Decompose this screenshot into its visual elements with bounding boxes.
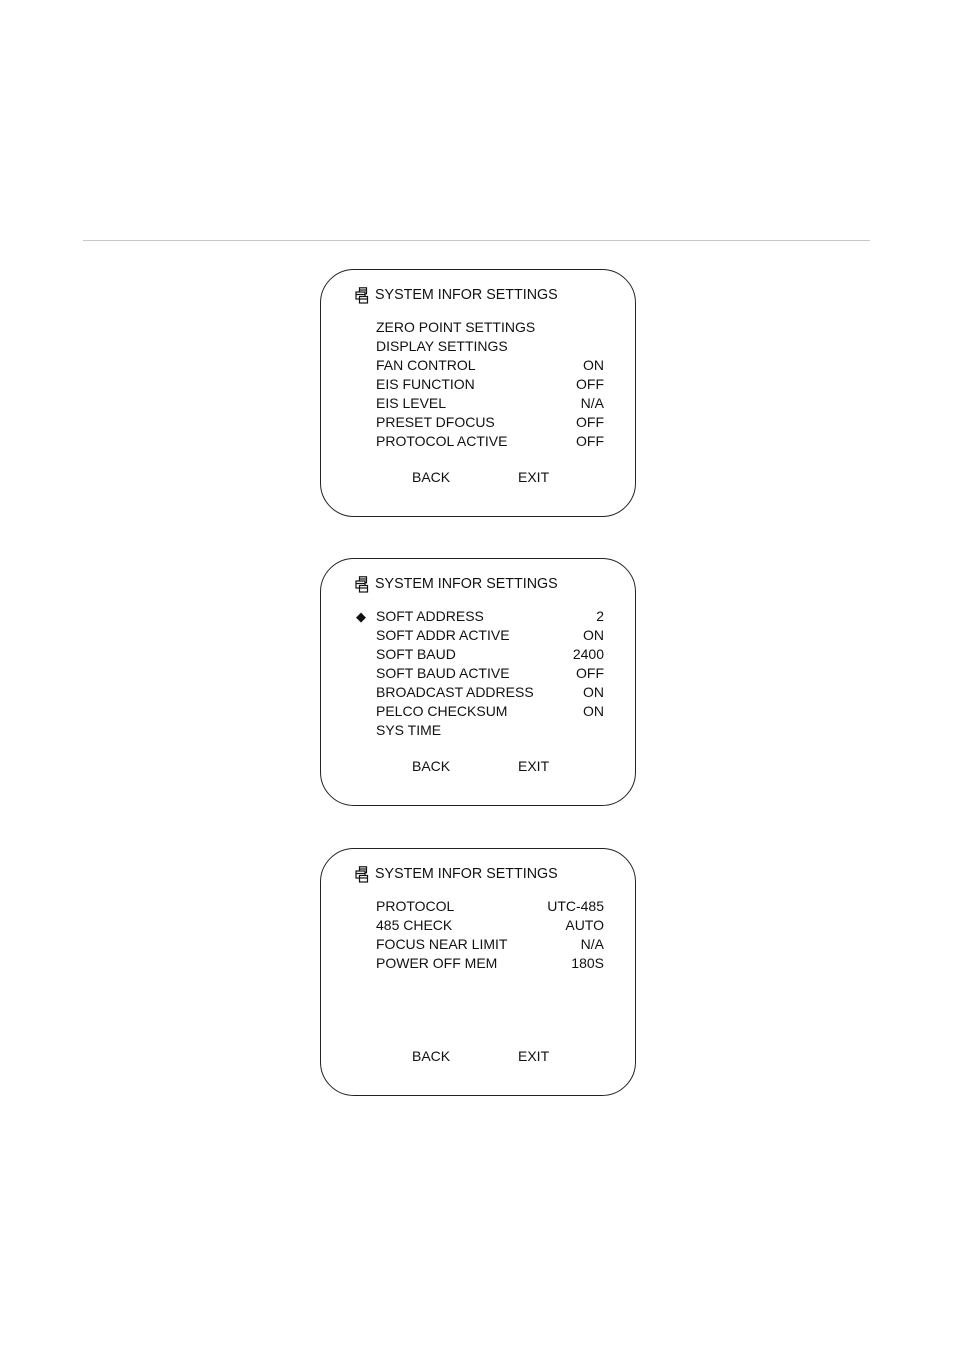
menu-item-value: 2400 bbox=[572, 646, 604, 662]
osd-screen-system-infor-1 bbox=[320, 269, 636, 517]
menu-windows-icon bbox=[355, 287, 370, 304]
menu-item-pelco-checksum[interactable] bbox=[321, 703, 635, 722]
menu-item-soft-address[interactable] bbox=[321, 608, 635, 627]
menu-item-label: SYS TIME bbox=[376, 722, 442, 738]
menu-item-power-off-mem[interactable] bbox=[321, 955, 635, 974]
menu-item-label: PELCO CHECKSUM bbox=[376, 703, 508, 719]
menu-item-value: ON bbox=[583, 684, 604, 700]
osd-screen-system-infor-2 bbox=[320, 558, 636, 806]
osd-title bbox=[355, 286, 558, 304]
menu-item-value: OFF bbox=[576, 665, 604, 681]
menu-item-focus-near-limit[interactable] bbox=[321, 936, 635, 955]
menu-item-value: 2 bbox=[596, 608, 604, 624]
page-divider bbox=[83, 240, 870, 241]
back-button[interactable]: BACK bbox=[412, 469, 451, 485]
menu-item-label: EIS FUNCTION bbox=[376, 376, 475, 392]
exit-button[interactable]: EXIT bbox=[518, 1048, 550, 1064]
menu-item-protocol[interactable] bbox=[321, 898, 635, 917]
menu-item-label: ZERO POINT SETTINGS bbox=[376, 319, 536, 335]
menu-item-label: SOFT BAUD ACTIVE bbox=[376, 665, 510, 681]
menu-item-value: AUTO bbox=[565, 917, 604, 933]
menu-item-value: N/A bbox=[580, 395, 604, 411]
menu-item-fan-control[interactable] bbox=[321, 357, 635, 376]
menu-item-soft-baud[interactable] bbox=[321, 646, 635, 665]
osd-menu-list bbox=[321, 319, 635, 452]
menu-item-value: OFF bbox=[576, 414, 604, 430]
menu-item-zero-point-settings[interactable] bbox=[321, 319, 635, 338]
menu-item-label: EIS LEVEL bbox=[376, 395, 447, 411]
osd-title-text: SYSTEM INFOR SETTINGS bbox=[375, 866, 558, 882]
menu-item-preset-dfocus[interactable] bbox=[321, 414, 635, 433]
menu-item-protocol-active[interactable] bbox=[321, 433, 635, 452]
menu-item-label: BROADCAST ADDRESS bbox=[376, 684, 534, 700]
menu-item-value: ON bbox=[583, 627, 604, 643]
menu-item-label: PROTOCOL bbox=[376, 898, 455, 914]
menu-item-label: FOCUS NEAR LIMIT bbox=[376, 936, 508, 952]
menu-item-label: DISPLAY SETTINGS bbox=[376, 338, 508, 354]
menu-item-value: UTC-485 bbox=[547, 898, 604, 914]
menu-item-broadcast-address[interactable] bbox=[321, 684, 635, 703]
osd-menu-list bbox=[321, 608, 635, 741]
menu-item-label: 485 CHECK bbox=[376, 917, 453, 933]
menu-item-sys-time[interactable] bbox=[321, 722, 635, 741]
back-button[interactable]: BACK bbox=[412, 1048, 451, 1064]
osd-menu-list bbox=[321, 898, 635, 974]
menu-item-485-check[interactable] bbox=[321, 917, 635, 936]
osd-title bbox=[355, 575, 558, 593]
menu-item-value: OFF bbox=[576, 433, 604, 449]
menu-item-label: PRESET DFOCUS bbox=[376, 414, 495, 430]
menu-item-value: OFF bbox=[576, 376, 604, 392]
menu-item-soft-baud-active[interactable] bbox=[321, 665, 635, 684]
osd-title bbox=[355, 865, 558, 883]
menu-item-value: N/A bbox=[580, 936, 604, 952]
menu-item-label: SOFT ADDR ACTIVE bbox=[376, 627, 510, 643]
menu-item-display-settings[interactable] bbox=[321, 338, 635, 357]
back-button[interactable]: BACK bbox=[412, 758, 451, 774]
menu-item-value: 180S bbox=[571, 955, 604, 971]
osd-title-text: SYSTEM INFOR SETTINGS bbox=[375, 287, 558, 303]
osd-screen-system-infor-3 bbox=[320, 848, 636, 1096]
menu-item-eis-level[interactable] bbox=[321, 395, 635, 414]
menu-item-label: PROTOCOL ACTIVE bbox=[376, 433, 508, 449]
menu-item-label: SOFT BAUD bbox=[376, 646, 456, 662]
diamond-cursor-icon: ◆ bbox=[356, 609, 366, 624]
exit-button[interactable]: EXIT bbox=[518, 469, 550, 485]
menu-item-eis-function[interactable] bbox=[321, 376, 635, 395]
menu-item-soft-addr-active[interactable] bbox=[321, 627, 635, 646]
menu-item-label: POWER OFF MEM bbox=[376, 955, 498, 971]
exit-button[interactable]: EXIT bbox=[518, 758, 550, 774]
osd-title-text: SYSTEM INFOR SETTINGS bbox=[375, 576, 558, 592]
menu-item-label: FAN CONTROL bbox=[376, 357, 476, 373]
menu-windows-icon bbox=[355, 576, 370, 593]
menu-windows-icon bbox=[355, 866, 370, 883]
menu-item-label: SOFT ADDRESS bbox=[376, 608, 484, 624]
menu-item-value: ON bbox=[583, 357, 604, 373]
menu-item-value: ON bbox=[583, 703, 604, 719]
